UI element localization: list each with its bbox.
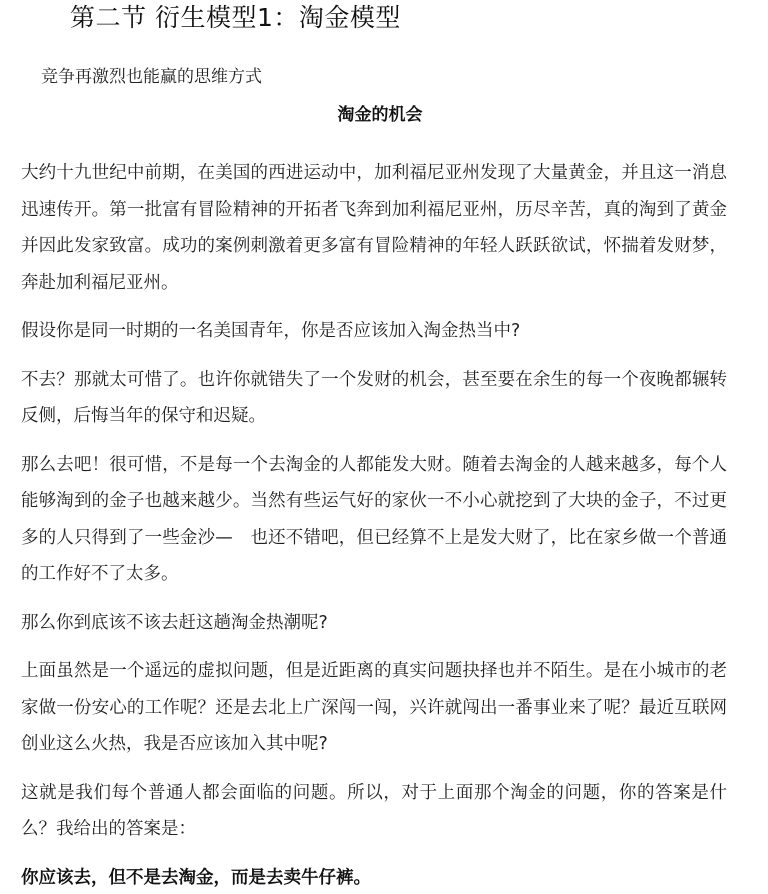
section-heading: 淘金的机会: [337, 105, 423, 125]
paragraph-gold-rush-history: 大约十九世纪中前期，在美国的西进运动中，加利福尼亚州发现了大量黄金，并且这一消息迅速传开。第一批富有冒险精神的开拓者飞奔到加利福尼亚州，历尽辛苦，真的淘到了黄金并因此发家致富。成功的案例刺激着更多富有冒险精神的年轻人跃跃欲试，怀揣着发财梦，奔赴加利福尼亚州。: [21, 163, 727, 293]
chapter-title: 第二节 衍生模型1：淘金模型: [70, 3, 401, 32]
paragraph-not-going: 不去？那就太可惜了。也许你就错失了一个发财的机会，甚至要在余生的每一个夜晚都辗转反侧，后悔当年的保守和迟疑。: [21, 369, 727, 426]
paragraph-real-life-choice: 上面虽然是一个遥远的虚拟问题，但是近距离的真实问题抉择也并不陌生。是在小城市的老家做一份安心的工作呢？还是去北上广深闯一闯，兴许就闯出一番事业来了呢？最近互联网创业这么火热，我是否应该加入其中呢?: [21, 661, 727, 754]
paragraph-answer: 你应该去，但不是去淘金，而是去卖牛仔裤。: [21, 867, 371, 888]
paragraph-hypothetical-question: 假设你是同一时期的一名美国青年，你是否应该加入淘金热当中?: [21, 321, 521, 341]
chapter-subtitle: 竞争再激烈也能赢的思维方式: [41, 67, 262, 87]
paragraph-common-problem: 这就是我们每个普通人都会面临的问题。所以，对于上面那个淘金的问题，你的答案是什么？我给出的答案是：: [21, 782, 727, 839]
paragraph-going: 那么去吧！很可惜，不是每一个去淘金的人都能发大财。随着去淘金的人越来越多，每个人能够淘到的金子也越来越少。当然有些运气好的家伙一不小心就挖到了大块的金子，不过更多的人只得到了一些金沙— 也还不错吧，但已经算不上是发大财了，比在家乡做一个普通的工作好不了太多。: [21, 454, 727, 584]
body-text: [21, 155, 727, 894]
paragraph-should-you-go: 那么你到底该不该去赶这趟淘金热潮呢?: [21, 612, 328, 633]
